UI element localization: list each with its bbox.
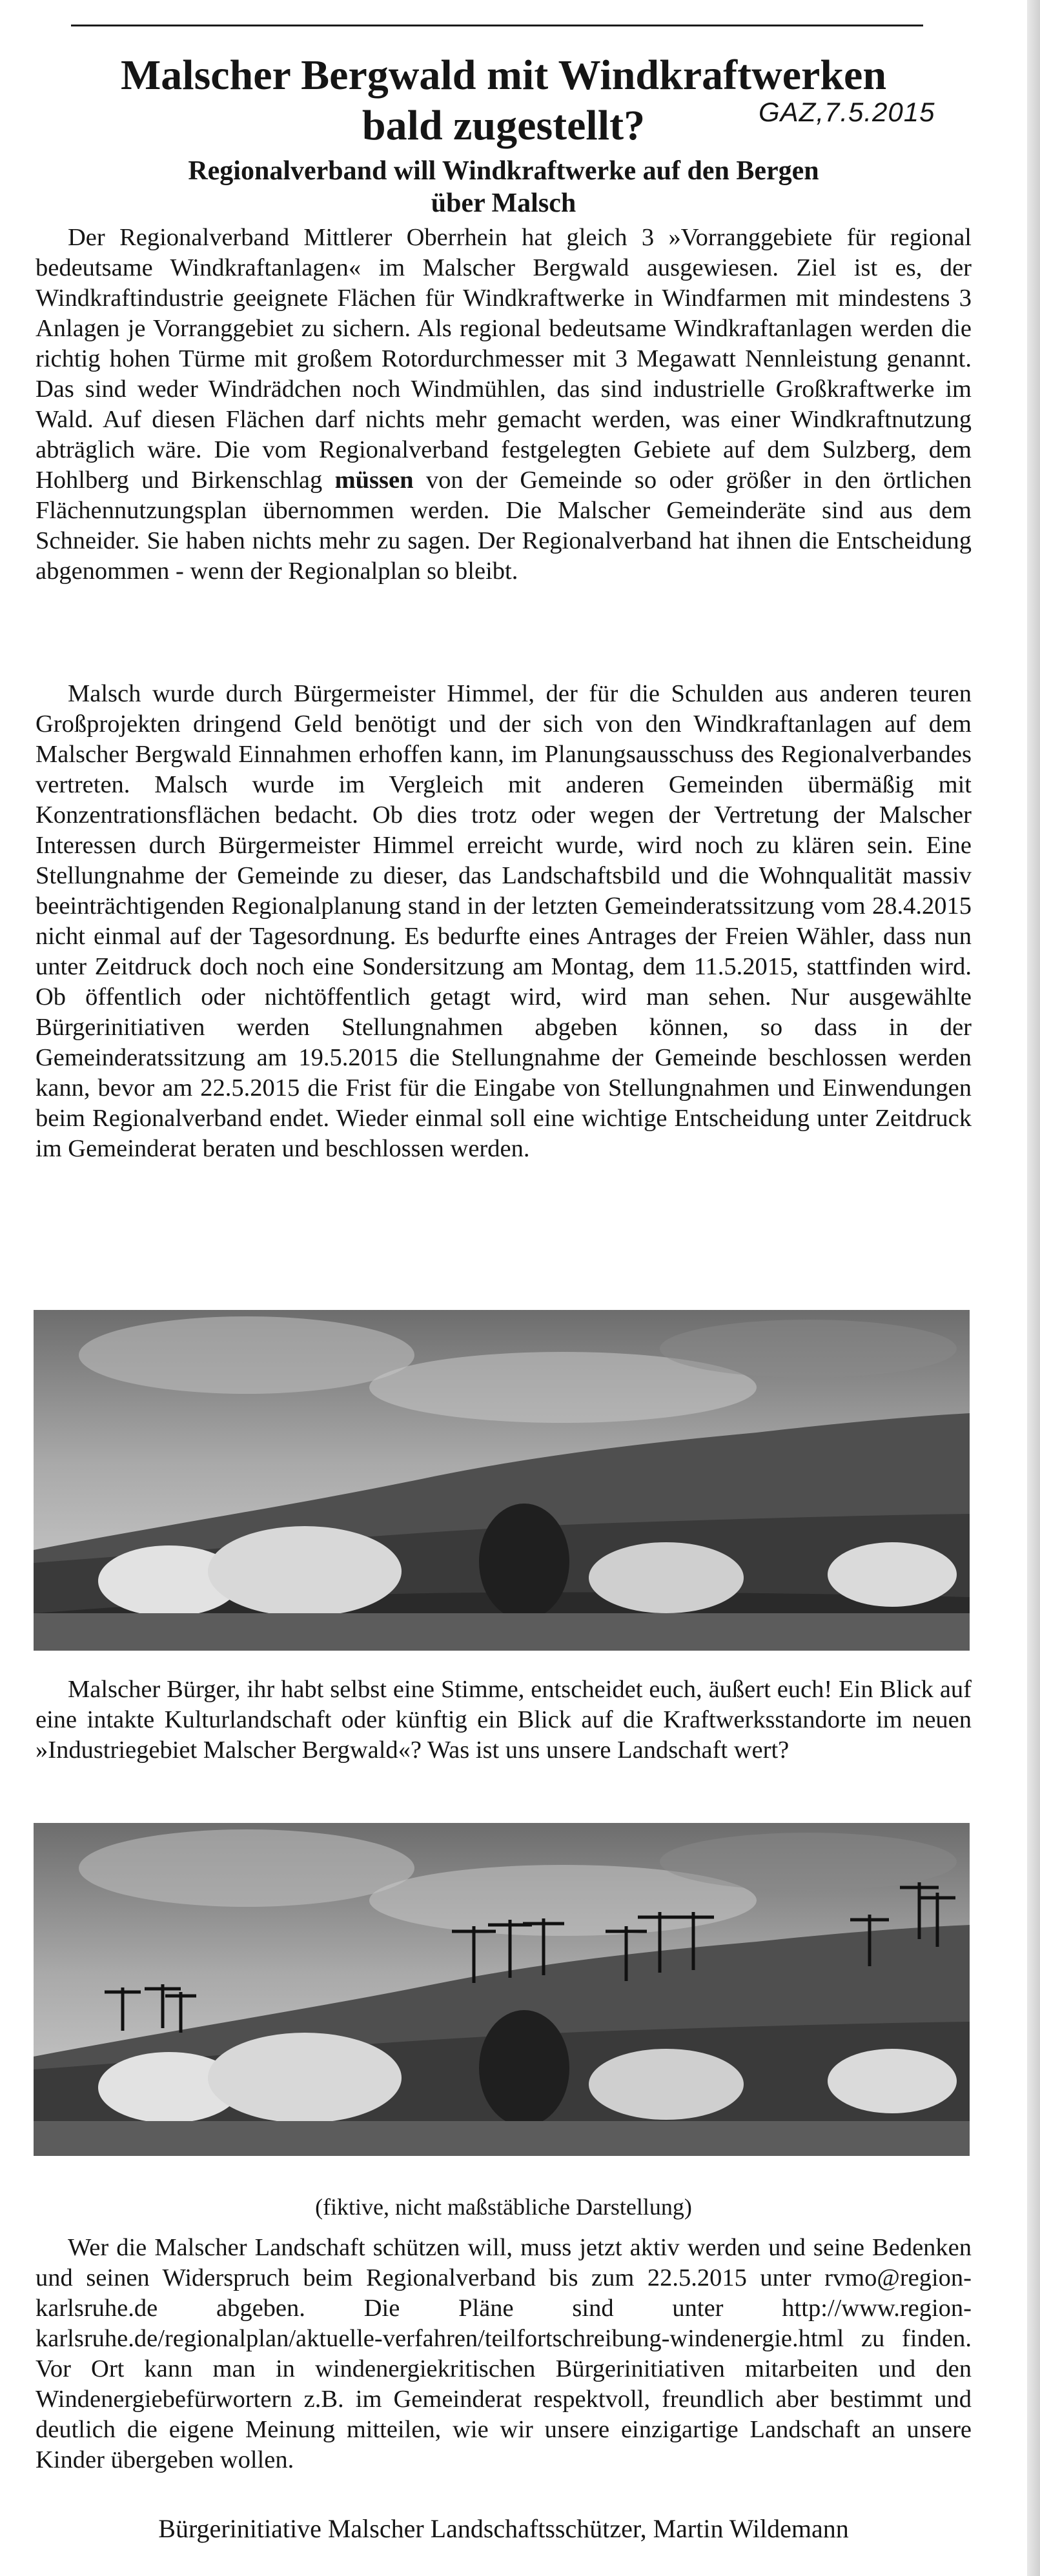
landscape-photo-turbines-drawing [34,1823,970,2156]
signature: Bürgerinitiative Malscher Landschaftsschützer, Martin Wildemann [158,2514,849,2543]
landscape-photo-with-turbines [34,1823,970,2156]
subtitle-line-2: über Malsch [431,188,576,218]
article-subtitle [58,155,949,219]
image-caption: (fiktive, nicht maßstäbliche Darstellung) [315,2194,692,2220]
landscape-photo-drawing [34,1310,970,1651]
paragraph-2: Malsch wurde durch Bürgermeister Himmel, der für die Schulden aus anderen teuren Großprojekten dringend Geld benötigt und der sich von den Windkraftanlagen auf dem Malscher Bergwald Einnahmen erhoffen kann, im Planungsausschuss des Regionalverbandes vertreten. Malsch wurde im Vergleich mit anderen Gemeinden übermäßig mit Konzentrationsflächen bedacht. Ob dies trotz oder wegen der Vertretung der Malscher Interessen durch Bürgermeister Himmel erreicht wurde, wird noch zu klären sein. Eine Stellungnahme der Gemeinde zu dieser, das Landschaftsbild und die Wohnqualität massiv beeinträchtigenden Regionalplanung stand in der letzten Gemeinderatssitzung vom 28.4.2015 nicht einmal auf der Tagesordnung. Es bedurfte eines Antrages der Freien Wähler, dass nun unter Zeitdruck doch noch eine Sondersitzung am Montag, dem 11.5.2015, stattfinden wird. Ob öffentlich oder nichtöffentlich getagt wird, wird man sehen. Nur ausgewählte Bürgerinitiativen werden Stellungnahmen abgeben können, so dass in der Gemeinderatssitzung am 19.5.2015 die Stellungnahme der Gemeinde beschlossen werden kann, bevor am 22.5.2015 die Frist für die Eingabe von Stellungnahmen und Einwendungen beim Regionalverband endet. Wieder einmal soll eine wichtige Entscheidung unter Zeitdruck im Gemeinderat beraten und beschlossen werden. [36,680,972,1162]
paragraph-3: Malscher Bürger, ihr habt selbst eine Stimme, entscheidet euch, äußert euch! Ein Blick auf eine intakte Kulturlandschaft oder künftig ein Blick auf die Kraftwerksstandorte im neuen »Industriegebiet Malscher Bergwald«? Was ist uns unsere Landschaft wert? [36,1676,972,1764]
top-rule [71,25,923,26]
paragraph-1-rest: von der Gemeinde so oder größer in den örtlichen Flächennutzungsplan übernommen werden. Die Malscher Gemeinderäte sind aus dem Schneider. Sie haben nichts mehr zu sagen. Der Regionalverband hat ihnen die Entscheidung abgenommen - wenn der Regionalplan so bleibt. [36,467,972,585]
paragraph-1-emphasis: müssen [334,467,414,494]
paragraph-1 [36,223,972,587]
paragraph-4: Wer die Malscher Landschaft schützen will, muss jetzt aktiv werden und seine Bedenken und seinen Widerspruch beim Regionalverband bis zum 22.5.2015 unter rvmo@region-karlsruhe.de abgeben. Die Pläne sind unter http://www.region-karlsruhe.de/regionalplan/aktuelle-verfahren/teilfortschreibung-windenergie.html zu finden. Vor Ort kann man in windenergiekritischen Bürgerinitiativen mitarbeiten und den Windenergiebefürwortern z.B. im Gemeinderat respektvoll, freundlich aber bestimmt und deutlich die eigene Meinung mitteilen, wie wir unsere einzigartige Landschaft an unsere Kinder übergeben wollen. [36,2234,972,2473]
paragraph-1-text: Der Regionalverband Mittlerer Oberrhein hat gleich 3 »Vorranggebiete für regional bedeutsame Windkraftanlagen« im Malscher Bergwald ausgewiesen. Ziel ist es, der Windkraftindustrie geeignete Flächen für Windkraftwerke in Windfarmen mit mindestens 3 Anlagen je Vorranggebiet zu sichern. Als regional bedeutsame Windkraftanlagen werden die richtig hohen Türme mit großem Rotordurchmesser mit 3 Megawatt Nennleistung genannt. Das sind weder Windrädchen noch Windmühlen, das sind industrielle Großkraftwerke im Wald. Auf diesen Flächen darf nichts mehr gemacht werden, was einer Windkraftnutzung abträglich wäre. Die vom Regionalverband festgelegten Gebiete auf dem Sulzberg, dem Hohlberg und Birkenschlag [36,224,972,494]
source-tag: GAZ,7.5.2015 [759,97,935,127]
subtitle-line-1: Regionalverband will Windkraftwerke auf den Bergen [188,156,819,186]
landscape-photo [34,1310,970,1651]
page-edge [1027,0,1040,2576]
title-line-2: bald zugestellt? [362,102,646,149]
title-line-1: Malscher Bergwald mit Windkraftwerken [120,52,887,99]
